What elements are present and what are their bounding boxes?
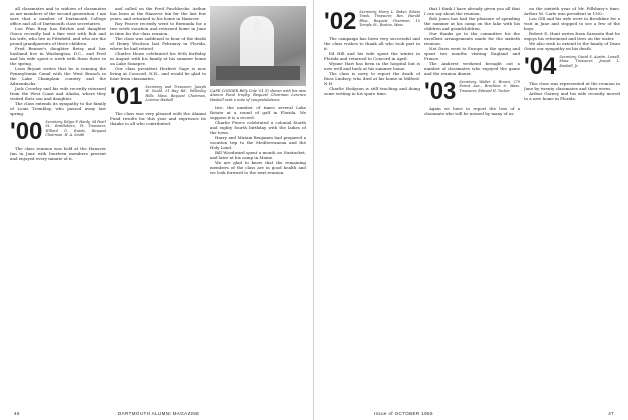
class-heading-00 <box>10 120 106 144</box>
paragraph: on the sixtieth year of Mr. Pillsbury's time, Arthur M. Carle was president in 1902. <box>524 6 620 16</box>
paragraph: We are glad to know that the remaining members of the class are in good health and we look forward to the next reunion. <box>210 160 306 176</box>
class-year: '04 <box>524 53 557 80</box>
paragraph: Ed Hill and his wife spent the winter in Florida and returned to Concord in April. <box>324 51 420 61</box>
paragraph: Arthur Garney and his wife recently moved to a new home in Florida. <box>524 91 620 101</box>
right-column-1 <box>324 6 420 96</box>
paragraph: Our thanks go to the committee for the excellent arrangements made for the sixtieth reunion. <box>424 31 520 46</box>
class-year: '02 <box>324 8 357 35</box>
class-officers: Secretary, Edgar P. Hardy, 94 Pearl St., Brattleboro, Vt. Treasurer, Willard G. Eustis, Bequest Chairman, H. A. Smith <box>45 120 106 138</box>
paragraph: Again we have to report the loss of a classmate who will be missed by many of us. <box>424 106 520 116</box>
class-heading-03 <box>424 80 520 104</box>
class-officers: Secretary, David S. Austin, Lowell, Mass. Treasurer, Joseph L. Kimball, Jr. <box>559 55 620 68</box>
paragraph: The Amherst weekend brought out a number of classmates who enjoyed the game and the reunion dinner. <box>424 61 520 76</box>
paragraph: Charlie Hodgson is still teaching and doing some writing in his spare time. <box>324 86 420 96</box>
paragraph: The class is sorry to report the death of Russ Lindsey, who died at his home in Milford, N.H. <box>324 71 420 86</box>
paragraph: Harry and Miriam Benjamin had prepared a vacation trip to the Mediterranean and the Holy Land. <box>210 135 306 151</box>
photo-desk <box>216 66 300 80</box>
class-heading-04 <box>524 55 620 79</box>
photo-caption: CAPE CODDER Billy Cole '01 (l) shown with his new Alumni Fund trophy. Bequest Chairman Lorenzo Haskell sent a note of congratulations. <box>210 89 306 102</box>
issue-label: Issue of OCTOBER 1955 <box>374 411 433 416</box>
magazine-title: DARTMOUTH ALUMNI MAGAZINE <box>118 411 200 416</box>
paragraph: Charles Howe celebrated his 80th birthday in August with his family at his summer home on Lake Sunapee. <box>110 51 206 66</box>
class-year: '00 <box>10 118 43 145</box>
paragraph: The class extends its sympathy to the family of Louis Tremblay, who passed away last spring. <box>10 101 106 116</box>
paragraph: and called on the Fred Pinchbecks. Arthur has been at the Hanover Inn for the last few years, and returned to his home in Hanover. <box>110 6 206 21</box>
class-year: '01 <box>110 83 143 110</box>
class-officers: Secretary, Harry L. Baker, Edwin Trask, Treasurer, Rev. Harold Bliss, Bequest Chairman, 10 Temple St., Boston, Mass. <box>359 10 420 28</box>
paragraph: The class was saddened to hear of the death of Henry Woolson last February in Florida, where he had retired. <box>110 36 206 51</box>
paragraph: Jack Crowley and his wife recently returned from the West Coast and Alaska, where they visited their son and daughter. <box>10 86 106 101</box>
page-number: 47 <box>608 411 614 416</box>
paragraph: Lou Pfau Bray has Ritchie and daughter Grace recently had a fine visit with Bob and his wife, who live in Pittsfield, and who are the proud grandparents of three children. <box>10 26 106 46</box>
class-officers: Secretary and Treasurer, Joseph W. Gould, 31 Bay Rd., Wellesley Hills, Mass. Bequest Chairman, Lorenzo Haskell <box>145 85 206 103</box>
class-heading-02 <box>324 10 420 34</box>
page-number: 46 <box>14 411 20 416</box>
paragraph: We also wish to extend to the family of Dean Grant our sympathy on his death. <box>524 41 620 51</box>
paragraph: Wynne Hart has been in the hospital but is now well and back at his summer home. <box>324 61 420 71</box>
right-column-2 <box>424 6 520 116</box>
paragraph: Bob Jones has had the pleasure of spending the summer at his camp on the lake with his children and grandchildren. <box>424 16 520 31</box>
paragraph: The class reunion was held at the Hanover Inn in June with fourteen members present and enjoyed every minute of it. <box>10 146 106 161</box>
paragraph: Our class president Herbert Gage is now living at Concord, N.H., and would be glad to hear from classmates. <box>110 66 206 81</box>
paragraph: Lou Gill and his wife were in Brookline for a visit in June and stopped to see a few of the boys. <box>524 16 620 31</box>
paragraph: The campaign has been very successful and the class wishes to thank all who took part in it. <box>324 36 420 51</box>
paragraph: The class was very pleased with the Alumni Fund results for this year and expresses its thanks to all who contributed. <box>110 111 206 126</box>
paragraph: Robert D. Hunt writes from Sarasota that he enjoys his retirement and lives on the water. <box>524 31 620 41</box>
left-column-3 <box>210 6 306 175</box>
paragraph: This class was represented at the reunion in June by twenty classmates and their wives. <box>524 81 620 91</box>
paragraph: Bill Woodward spent a month on Nantucket, and later at his camp in Maine. <box>210 150 306 161</box>
paragraph: tive, the number of times several Lake Rotate at a round of golf in Florida. We suppose it is a record. <box>210 105 306 121</box>
right-page <box>314 0 628 420</box>
paragraph: Leon Bryant writes that he is running the Pennsylvania Canal with the West Branch in the Lake Champlain country and the Adirondacks. <box>10 66 106 86</box>
class-year: '03 <box>424 78 457 105</box>
paragraph: Nat Davis went to Europe in the spring and spent two months visiting England and France. <box>424 46 520 61</box>
paragraph: Roy Pearce recently went to Bermuda for a two week vacation and returned home in June in time for the class reunion. <box>110 21 206 36</box>
class-officers: Secretary, Walter S. Brown, 279 Forest Ave., Brockton 6, Mass. Treasurer, Edward H. Tucker <box>459 80 520 93</box>
paragraph: Fred Benner's daughter Betsy and her husband live in Washington, D.C., and Fred and his wife spent a week with them there in the spring. <box>10 46 106 66</box>
left-column-2 <box>110 6 206 126</box>
left-column-1 <box>10 6 106 161</box>
paragraph: Charlie Pierce celebrated a colonial fourth and eighty fourth birthday with the ladies of the town. <box>210 120 306 136</box>
classmate-photo <box>210 6 306 86</box>
right-column-3 <box>524 6 620 101</box>
paragraph: all classmates and to widows of classmates as are members of the second generation. I am sure that a number of Dartmouth College office and all of Dartmouth class secretaries. <box>10 6 106 26</box>
class-heading-01 <box>110 85 206 109</box>
paragraph: that I think I have already given you all that I can say about the reunion. <box>424 6 520 16</box>
